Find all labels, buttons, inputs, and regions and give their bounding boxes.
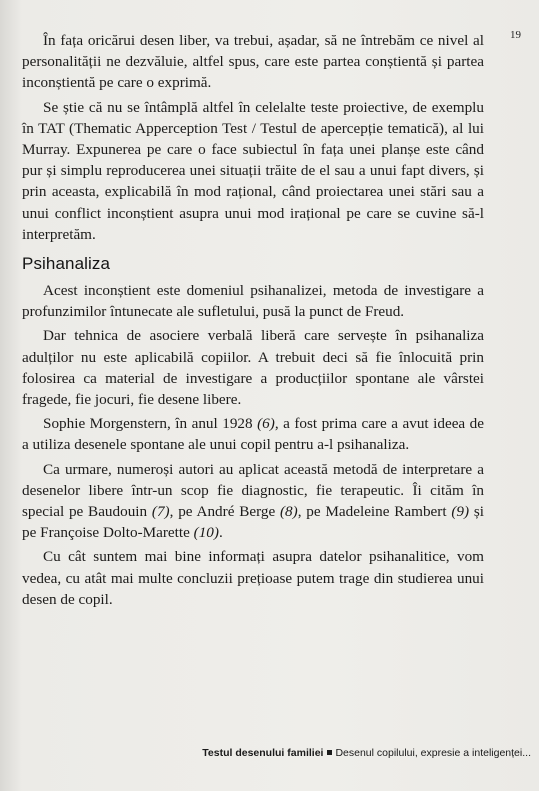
reference-number: (9)	[451, 503, 470, 521]
paragraph-morgenstern	[22, 413, 484, 455]
text-segment: Sophie Morgenstern, în anul 1928	[43, 415, 258, 433]
paragraph-conclusion: Cu cât suntem mai bine informați asupra datelor psihanalitice, vom vedea, cu atât mai multe concluzii prețioase putem trage din studierea unui desen de copil.	[22, 548, 484, 608]
reference-number: (7)	[151, 503, 170, 521]
reference-number: (8)	[279, 503, 298, 521]
paragraph-technique: Dar tehnica de asociere verbală liberă care servește în psihanaliza adulților nu este aplicabilă copiilor. A trebuit deci să fie înlocuită prin folosirea ca material de investigare a producțiilor spontane ale vârstei fragede, fie jocuri, fie desene libere.	[22, 327, 484, 409]
text-segment: , pe Madeleine Rambert	[297, 503, 452, 521]
text-segment: Ca urmare, numeroși autori au aplicat această metodă de interpretare a desenelor libere într-un scop fie diagnostic, fie terapeutic. Îi cităm în special pe Baudouin	[22, 460, 484, 521]
page-content	[22, 30, 484, 613]
paragraph-intro-2: Se știe că nu se întâmplă altfel în celelalte teste proiective, de exemplu în TAT (Thematic Apperception Test / Testul de apercepție tematică), al lui Murray. Expunerea pe care o face subiectul în fața unei planșe este când pur și simplu reproducerea unei situații trăite de el sau a unui fapt divers, și prin aceasta, explicabilă în mod rațional, când proiectarea unei stări sau a unui conflict inconștient asupra unui mod irațional pe care se cuvine să-l interpretăm.	[22, 98, 484, 243]
paragraph-authors	[22, 459, 484, 544]
text-segment: și pe Françoise Dolto-Marette	[22, 503, 484, 542]
footer-book-title: Testul desenului familiei	[202, 747, 324, 759]
reference-number: (10)	[193, 524, 219, 542]
paragraph-freud: Acest inconștient este domeniul psihanalizei, metoda de investigare a profunzimilor întunecate ale sufletului, pusă la punct de Freud.	[22, 282, 484, 321]
text-segment: .	[218, 524, 223, 542]
text-segment: , a fost prima care a avut ideea de a utiliza desenele spontane ale unui copil pentru a-l psihanaliza.	[22, 415, 484, 454]
reference-number: (6)	[257, 415, 275, 433]
text-segment: , pe André Berge	[169, 503, 280, 521]
square-bullet-icon	[327, 750, 332, 755]
running-footer	[202, 747, 531, 759]
footer-subtitle: Desenul copilului, expresie a inteligenței...	[335, 747, 531, 759]
paragraph-intro-1: În fața oricărui desen liber, va trebui, așadar, să ne întrebăm ce nivel al personalității ne dezvăluie, altfel spus, care este partea conștientă și partea inconștientă pe care o exprimă.	[22, 32, 484, 92]
page-number: 19	[510, 29, 521, 41]
section-heading: Psihanaliza	[22, 254, 111, 274]
